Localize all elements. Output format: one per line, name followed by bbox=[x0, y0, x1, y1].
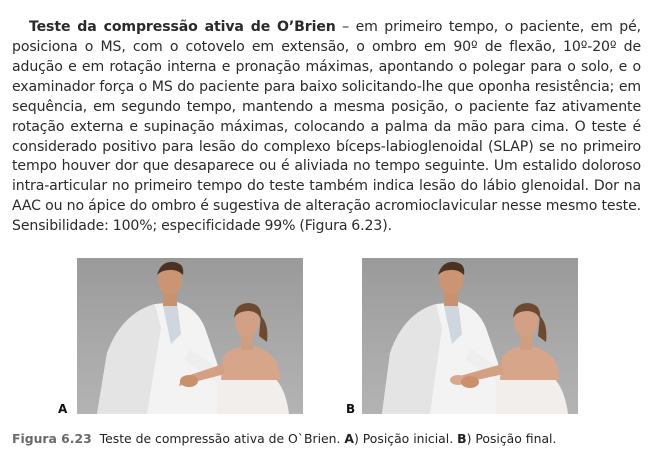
caption-text: Teste de compressão ativa de O`Brien. bbox=[99, 431, 341, 446]
caption-a-letter: A bbox=[344, 431, 354, 446]
caption-b-text: ) Posição final. bbox=[466, 431, 557, 446]
figure-number: Figura 6.23 bbox=[12, 431, 92, 446]
photo-final-position bbox=[362, 258, 578, 414]
panel-a-label: A bbox=[58, 402, 68, 416]
test-title: Teste da compressão ativa de O’Brien bbox=[29, 19, 336, 36]
body-paragraph bbox=[12, 18, 641, 237]
panel-b-label: B bbox=[346, 402, 356, 416]
figure-caption bbox=[12, 431, 556, 446]
caption-a-text: ) Posição inicial. bbox=[353, 431, 454, 446]
photo-initial-position bbox=[77, 258, 303, 414]
caption-b-letter: B bbox=[457, 431, 467, 446]
paragraph-text: – em primeiro tempo, o paciente, em pé, posiciona o MS, com o cotovelo em extensão, o ombro em 90º de flexão, 10º-20º de adução e em rotação interna e pronação máximas, apontando o polegar para o solo, e o examinador força o MS do paciente para baixo solicitando-lhe que oponha resistência; em sequência, em segundo tempo, mantendo a mesma posição, o paciente faz ativamente rotação externa e supinação máximas, colocando a palma da mão para cima. O teste é considerado positivo para lesão do complexo bíceps-labioglenoidal (SLAP) se no primeiro tempo houver dor que desaparece ou é aliviada no tempo seguinte. Um estalido doloroso intra-articular no primeiro tempo do teste também indica lesão do lábio glenoidal. Dor na AAC ou no ápice do ombro é sugestiva de alteração acromioclavicular nesse mesmo teste. Sensibilidade: 100%; especificidade 99% (Figura 6.23). bbox=[12, 19, 641, 235]
